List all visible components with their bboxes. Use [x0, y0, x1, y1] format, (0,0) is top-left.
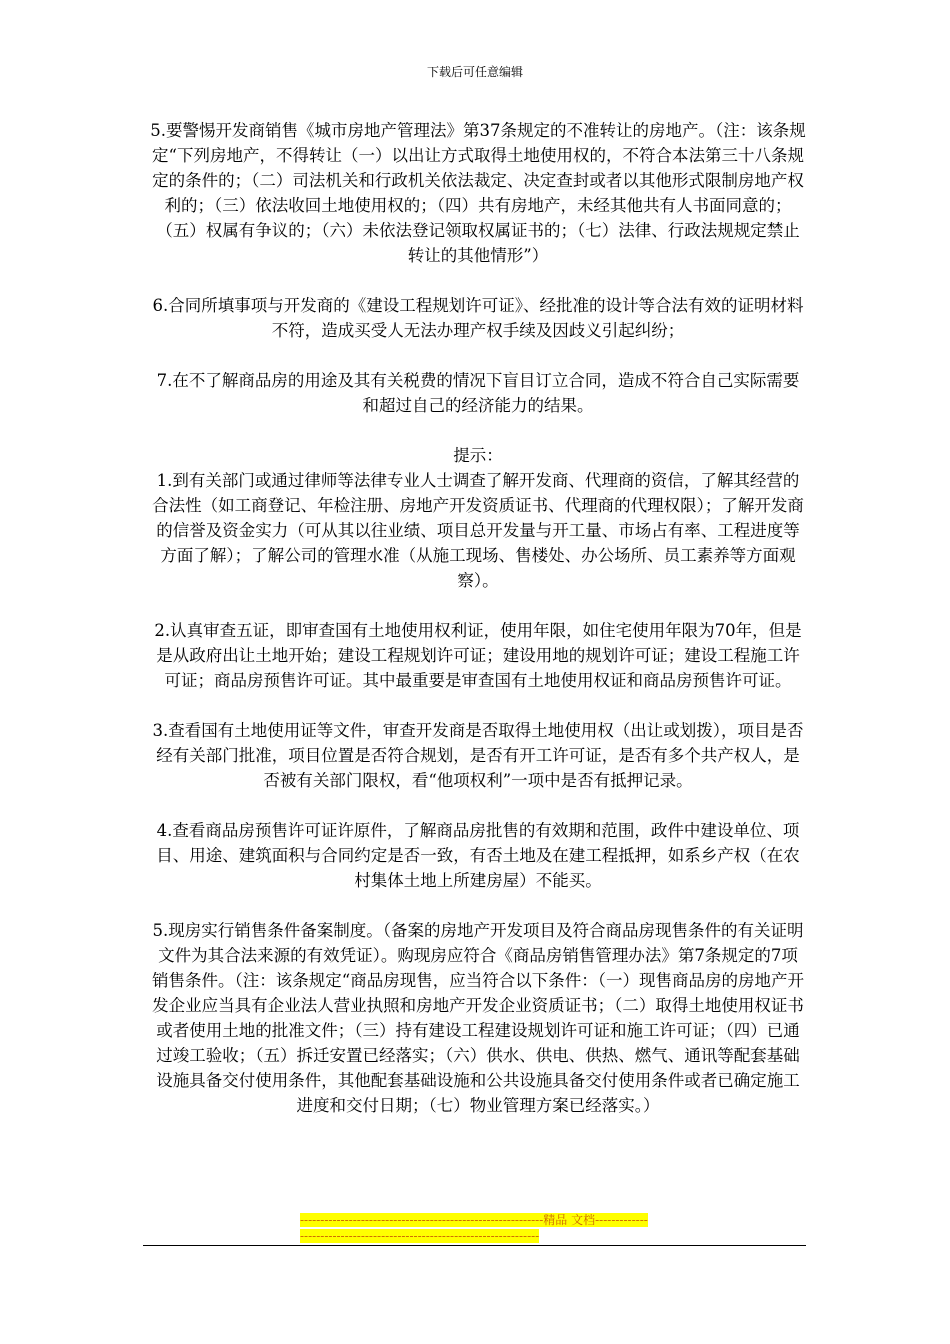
paragraph-5-warning: 5.要警惕开发商销售《城市房地产管理法》第37条规定的不准转让的房地产。（注：该条规定“下列房地产，不得转让（一）以出让方式取得土地使用权的，不符合本法第三十八条规定的条件的；（二）司法机关和行政机关依法裁定、决定查封或者以其他形式限制房地产权利的；（三）依法收回土地使用权的；（四）共有房地产，未经其他共有人书面同意的；（五）权属有争议的；（六）未依法登记领取权属证书的；（七）法律、行政法规规定禁止转让的其他情形”）	[150, 121, 806, 265]
tip-4: 4.查看商品房预售许可证许原件，了解商品房批售的有效期和范围，政件中建设单位、项目、用途、建筑面积与合同约定是否一致，有否土地及在建工程抵押，如系乡产权（在农村集体土地上所建房屋）不能买。	[156, 821, 800, 890]
paragraph-7-warning: 7.在不了解商品房的用途及其有关税费的情况下盲目订立合同，造成不符合自己实际需要和超过自己的经济能力的结果。	[156, 371, 800, 415]
document-body	[150, 118, 806, 1118]
tip-1: 1.到有关部门或通过律师等法律专业人士调查了解开发商、代理商的资信，了解其经营的合法性（如工商登记、年检注册、房地产开发资质证书、代理商的代理权限）；了解开发商的信誉及资金实力（可从其以往业绩、项目总开发量与开工量、市场占有率、工程进度等方面了解）；了解公司的管理水准（从施工现场、售楼处、办公场所、员工素养等方面观察）。	[152, 471, 804, 590]
tip-2: 2.认真审查五证，即审查国有土地使用权利证，使用年限，如住宅使用年限为70年，但是是从政府出让土地开始；建设工程规划许可证；建设用地的规划许可证；建设工程施工许可证；商品房预售许可证。其中最重要是审查国有土地使用权证和商品房预售许可证。	[154, 621, 802, 690]
footer-divider	[143, 1245, 806, 1246]
page-header: 下载后可任意编辑	[426, 65, 523, 79]
tip-3: 3.查看国有土地使用证等文件，审查开发商是否取得土地使用权（出让或划拨），项目是否经有关部门批准，项目位置是否符合规划，是否有开工许可证，是否有多个共产权人，是否被有关部门限权，看“他项权利”一项中是否有抵押记录。	[152, 721, 804, 790]
tip-5: 5.现房实行销售条件备案制度。（备案的房地产开发项目及符合商品房现售条件的有关证明文件为其合法来源的有效凭证）。购现房应符合《商品房销售管理办法》第7条规定的7项销售条件。（注：该条规定“商品房现售，应当符合以下条件：（一）现售商品房的房地产开发企业应当具有企业法人营业执照和房地产开发企业资质证书；（二）取得土地使用权证书或者使用土地的批准文件；（三）持有建设工程建设规划许可证和施工许可证；（四）已通过竣工验收；（五）拆迁安置已经落实；（六）供水、供电、供热、燃气、通讯等配套基础设施具备交付使用条件，其他配套基础设施和公共设施具备交付使用条件或者已确定施工进度和交付日期；（七）物业管理方案已经落实。）	[152, 921, 804, 1115]
footer-watermark-text: ------------------------------------------------------------精品 文档------------------------------------------------------------------------	[300, 1213, 648, 1243]
paragraph-6-warning: 6.合同所填事项与开发商的《建设工程规划许可证》、经批准的设计等合法有效的证明材料不符，造成买受人无法办理产权手续及因歧义引起纠纷；	[152, 296, 804, 340]
tips-heading: 提示：	[453, 446, 503, 465]
footer-watermark	[300, 1212, 650, 1244]
